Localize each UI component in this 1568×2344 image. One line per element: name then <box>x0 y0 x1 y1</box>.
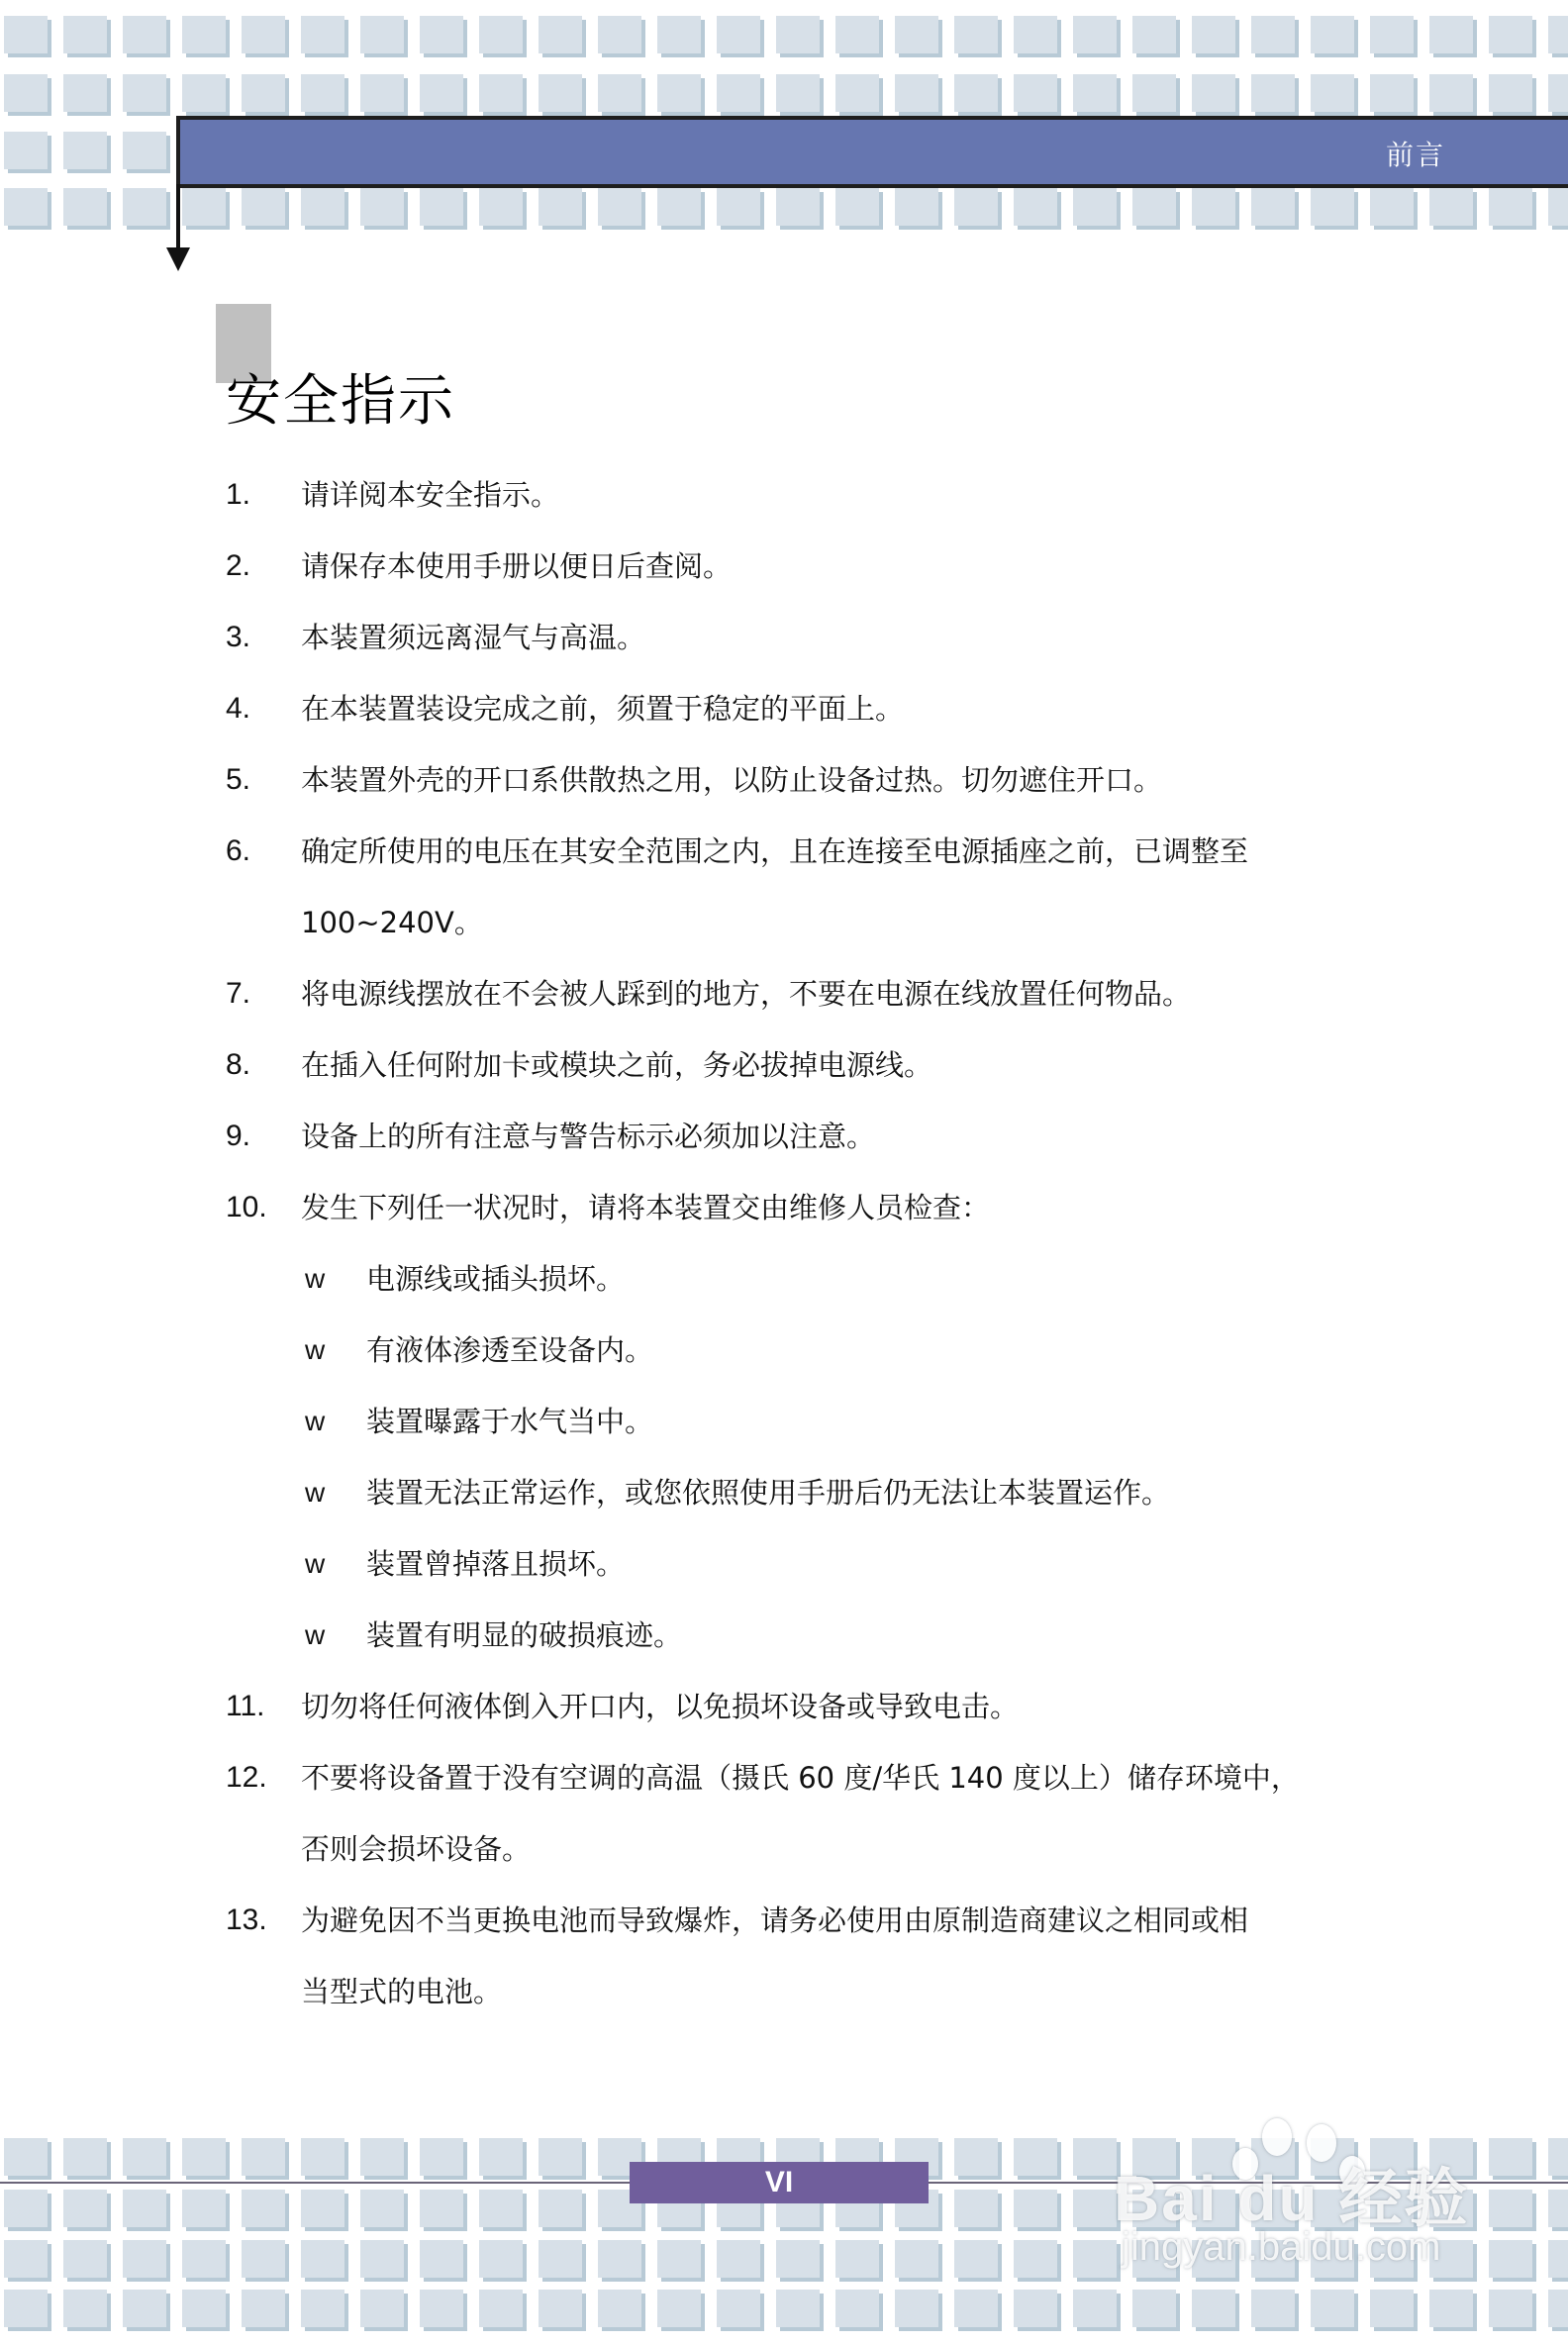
decorative-tile <box>182 74 226 112</box>
page-title: 安全指示 <box>226 368 455 434</box>
decorative-tile <box>539 2290 582 2327</box>
item-number: 10. <box>226 1191 267 1223</box>
decorative-tile <box>4 2240 48 2278</box>
decorative-tile <box>1548 2138 1568 2176</box>
decorative-tile <box>63 2290 107 2327</box>
decorative-tile <box>242 2190 285 2227</box>
bullet-icon: w <box>305 1263 326 1294</box>
decorative-tile <box>1429 188 1473 226</box>
decorative-tile <box>63 188 107 226</box>
decorative-tile <box>479 74 523 112</box>
decorative-tile <box>1489 2240 1532 2278</box>
decorative-tile <box>479 2290 523 2327</box>
sub-item-text: 装置有明显的破损痕迹。 <box>366 1618 683 1652</box>
item-text: 确定所使用的电压在其安全范围之内，且在连接至电源插座之前，已调整至 <box>301 834 1249 868</box>
decorative-tile <box>539 2138 582 2176</box>
decorative-tile <box>63 132 107 169</box>
decorative-tile <box>301 2190 344 2227</box>
decorative-tile <box>539 2240 582 2278</box>
item-text-continued: 100~240V。 <box>301 906 483 939</box>
bullet-icon: w <box>305 1477 326 1508</box>
baidu-watermark <box>1114 2118 1490 2277</box>
item-text: 本装置须远离湿气与高温。 <box>301 621 646 654</box>
item-text: 请保存本使用手册以便日后查阅。 <box>301 549 733 583</box>
decorative-tile <box>360 2190 404 2227</box>
sub-list-item <box>226 1255 1364 1326</box>
item-text: 请详阅本安全指示。 <box>301 478 560 512</box>
decorative-tile <box>1073 2290 1117 2327</box>
item-number: 13. <box>226 1904 267 1936</box>
decorative-tile <box>598 188 641 226</box>
decorative-tile <box>479 2190 523 2227</box>
decorative-tile <box>895 188 938 226</box>
decorative-tile <box>835 16 879 53</box>
decorative-tile <box>1073 16 1117 53</box>
decorative-tile <box>1548 2240 1568 2278</box>
decorative-tile <box>539 16 582 53</box>
decorative-tile <box>598 74 641 112</box>
decorative-tile <box>182 2290 226 2327</box>
list-item-continuation <box>226 1968 1364 2039</box>
list-item <box>226 1683 1364 1754</box>
decorative-tile <box>242 74 285 112</box>
decorative-tile <box>835 188 879 226</box>
decorative-tile <box>301 2290 344 2327</box>
item-number: 6. <box>226 834 251 867</box>
decorative-tile <box>954 74 998 112</box>
decorative-tile <box>598 2290 641 2327</box>
item-text: 将电源线摆放在不会被人踩到的地方，不要在电源在线放置任何物品。 <box>301 977 1192 1011</box>
decorative-tile <box>182 2190 226 2227</box>
sub-list-item <box>226 1469 1364 1540</box>
decorative-tile <box>1014 2240 1057 2278</box>
decorative-tile <box>123 132 166 169</box>
list-item <box>226 1897 1364 1968</box>
decorative-tile <box>1429 74 1473 112</box>
item-number: 3. <box>226 621 251 653</box>
decorative-tile <box>1311 188 1354 226</box>
item-text: 在本装置装设完成之前，须置于稳定的平面上。 <box>301 692 905 726</box>
decorative-tile <box>1251 188 1295 226</box>
decorative-tile <box>1014 74 1057 112</box>
decorative-tile <box>657 74 701 112</box>
list-item-continuation <box>226 899 1364 970</box>
decorative-tile <box>657 188 701 226</box>
item-text-continued: 否则会损坏设备。 <box>301 1832 532 1866</box>
page-number: VI <box>630 2162 929 2203</box>
decorative-tile <box>1311 74 1354 112</box>
decorative-tile <box>835 2240 879 2278</box>
decorative-tile <box>1251 2290 1295 2327</box>
decorative-tile <box>1548 2190 1568 2227</box>
decorative-tile <box>776 16 820 53</box>
bullet-icon: w <box>305 1619 326 1650</box>
list-item <box>226 1113 1364 1184</box>
decorative-tile <box>420 188 463 226</box>
decorative-tile <box>776 2240 820 2278</box>
decorative-tile <box>63 2138 107 2176</box>
decorative-tile <box>63 2240 107 2278</box>
bullet-icon: w <box>305 1406 326 1436</box>
decorative-tile <box>1311 2290 1354 2327</box>
decorative-tile <box>360 16 404 53</box>
decorative-tile <box>479 188 523 226</box>
decorative-tile <box>242 188 285 226</box>
decorative-tile <box>1132 16 1176 53</box>
decorative-tile <box>1489 16 1532 53</box>
item-number: 5. <box>226 763 251 796</box>
decorative-tile <box>123 2240 166 2278</box>
decorative-tile <box>242 2138 285 2176</box>
decorative-tile <box>242 2290 285 2327</box>
decorative-tile <box>895 74 938 112</box>
decorative-tile <box>360 2240 404 2278</box>
decorative-tile <box>182 188 226 226</box>
decorative-tile <box>539 188 582 226</box>
decorative-tile <box>420 16 463 53</box>
watermark-main-text: Bai du 经验 <box>1114 2163 1470 2234</box>
decorative-tile <box>63 16 107 53</box>
decorative-tile <box>479 16 523 53</box>
list-item <box>226 685 1364 756</box>
sub-item-text: 装置曝露于水气当中。 <box>366 1405 654 1438</box>
decorative-tile <box>835 2290 879 2327</box>
header-band <box>176 116 1568 188</box>
decorative-tile <box>301 74 344 112</box>
list-item <box>226 756 1364 828</box>
decorative-tile <box>598 16 641 53</box>
decorative-tile <box>776 74 820 112</box>
decorative-tile <box>717 2290 760 2327</box>
sub-list-item <box>226 1612 1364 1683</box>
item-text: 在插入任何附加卡或模块之前，务必拔掉电源线。 <box>301 1048 933 1082</box>
decorative-tile <box>4 132 48 169</box>
decorative-tile <box>1489 74 1532 112</box>
item-text: 本装置外壳的开口系供散热之用，以防止设备过热。切勿遮住开口。 <box>301 763 1163 797</box>
decorative-tile <box>895 2290 938 2327</box>
decorative-tile <box>123 74 166 112</box>
decorative-tile <box>1548 2290 1568 2327</box>
decorative-tile <box>717 188 760 226</box>
item-text: 为避免因不当更换电池而导致爆炸，请务必使用由原制造商建议之相同或相 <box>301 1904 1249 1937</box>
decorative-tile <box>4 2290 48 2327</box>
decorative-tile <box>776 2290 820 2327</box>
decorative-tile <box>657 16 701 53</box>
decorative-tile <box>539 74 582 112</box>
decorative-tile <box>954 16 998 53</box>
list-item <box>226 1184 1364 1255</box>
decorative-tile <box>1073 2240 1117 2278</box>
decorative-tile <box>1073 188 1117 226</box>
decorative-tile <box>717 16 760 53</box>
bullet-icon: w <box>305 1334 326 1365</box>
list-item <box>226 1754 1364 1825</box>
decorative-tile <box>1370 188 1414 226</box>
decorative-tile <box>657 2240 701 2278</box>
decorative-tile <box>1489 2138 1532 2176</box>
item-text: 不要将设备置于没有空调的高温（摄氏 60 度/华氏 140 度以上）储存环境中， <box>301 1761 1300 1795</box>
decorative-tile <box>1014 16 1057 53</box>
decorative-tile <box>420 2190 463 2227</box>
decorative-tile <box>242 16 285 53</box>
decorative-tile <box>1548 188 1568 226</box>
decorative-tile <box>954 2190 998 2227</box>
sub-list-item <box>226 1326 1364 1398</box>
item-text-continued: 当型式的电池。 <box>301 1975 503 2008</box>
decorative-tile <box>123 2138 166 2176</box>
decorative-tile <box>63 2190 107 2227</box>
sub-item-text: 装置曾掉落且损坏。 <box>366 1547 626 1581</box>
decorative-tile <box>1014 2290 1057 2327</box>
sub-item-text: 装置无法正常运作，或您依照使用手册后仍无法让本装置运作。 <box>366 1476 1171 1510</box>
decorative-tile <box>1073 2190 1117 2227</box>
decorative-tile <box>1429 16 1473 53</box>
sub-list-item <box>226 1398 1364 1469</box>
decorative-tile <box>360 2290 404 2327</box>
decorative-tile <box>1073 74 1117 112</box>
decorative-tile <box>4 2190 48 2227</box>
decorative-tile <box>420 2240 463 2278</box>
decorative-tile <box>182 16 226 53</box>
decorative-tile <box>717 74 760 112</box>
decorative-tile <box>954 2290 998 2327</box>
decorative-tile <box>1251 74 1295 112</box>
decorative-tile <box>717 2240 760 2278</box>
decorative-tile <box>835 74 879 112</box>
decorative-tile <box>1192 16 1235 53</box>
decorative-tile <box>360 74 404 112</box>
item-number: 7. <box>226 977 251 1010</box>
decorative-tile <box>1548 74 1568 112</box>
item-number: 12. <box>226 1761 267 1794</box>
decorative-tile <box>1132 74 1176 112</box>
decorative-tile <box>479 2138 523 2176</box>
section-label: 前言 <box>1385 139 1445 171</box>
decorative-tile <box>895 16 938 53</box>
header-arrow-line <box>176 184 180 253</box>
decorative-tile <box>1370 2290 1414 2327</box>
decorative-tile <box>360 188 404 226</box>
list-item <box>226 1041 1364 1113</box>
decorative-tile <box>182 2240 226 2278</box>
decorative-tile <box>1192 188 1235 226</box>
decorative-tile <box>123 2290 166 2327</box>
decorative-tile <box>1014 2190 1057 2227</box>
decorative-tile <box>1251 16 1295 53</box>
decorative-tile <box>420 2290 463 2327</box>
arrow-down-icon <box>166 247 190 271</box>
list-item <box>226 970 1364 1041</box>
decorative-tile <box>1489 2290 1532 2327</box>
decorative-tile <box>776 188 820 226</box>
decorative-tile <box>123 188 166 226</box>
decorative-tile <box>4 188 48 226</box>
decorative-tile <box>954 2138 998 2176</box>
decorative-tile <box>479 2240 523 2278</box>
decorative-tile <box>1014 2138 1057 2176</box>
decorative-tile <box>123 2190 166 2227</box>
decorative-tile <box>242 2240 285 2278</box>
sub-list-item <box>226 1540 1364 1612</box>
list-item <box>226 614 1364 685</box>
bullet-icon: w <box>305 1548 326 1579</box>
decorative-tile <box>420 74 463 112</box>
item-number: 9. <box>226 1120 251 1152</box>
watermark-url: jingyan.baidu.com <box>1122 2225 1441 2269</box>
decorative-tile <box>1429 2290 1473 2327</box>
item-number: 11. <box>226 1690 265 1722</box>
decorative-tile <box>1014 188 1057 226</box>
list-item-continuation <box>226 1825 1364 1897</box>
decorative-tile <box>657 2290 701 2327</box>
decorative-tile <box>1192 74 1235 112</box>
decorative-tile <box>1311 16 1354 53</box>
decorative-tile <box>301 2138 344 2176</box>
decorative-tile <box>1370 74 1414 112</box>
list-item <box>226 542 1364 614</box>
decorative-tile <box>1132 2290 1176 2327</box>
decorative-tile <box>1489 2190 1532 2227</box>
item-text: 设备上的所有注意与警告标示必须加以注意。 <box>301 1120 876 1153</box>
decorative-tile <box>539 2190 582 2227</box>
decorative-tile <box>1548 16 1568 53</box>
decorative-tile <box>1370 16 1414 53</box>
decorative-tile <box>1489 188 1532 226</box>
item-number: 4. <box>226 692 251 725</box>
item-text: 发生下列任一状况时，请将本装置交由维修人员检查： <box>301 1191 991 1224</box>
sub-item-text: 电源线或插头损坏。 <box>366 1262 626 1296</box>
safety-instructions-list <box>226 471 1364 2039</box>
decorative-tile <box>895 2240 938 2278</box>
item-number: 2. <box>226 549 251 582</box>
decorative-tile <box>123 16 166 53</box>
item-number: 1. <box>226 478 251 511</box>
decorative-tile <box>4 2138 48 2176</box>
decorative-tile <box>4 74 48 112</box>
decorative-tile <box>954 2240 998 2278</box>
item-number: 8. <box>226 1048 251 1081</box>
decorative-tile <box>1132 188 1176 226</box>
list-item <box>226 471 1364 542</box>
decorative-tile <box>598 2240 641 2278</box>
decorative-tile <box>301 16 344 53</box>
sub-item-text: 有液体渗透至设备内。 <box>366 1333 654 1367</box>
decorative-tile <box>4 16 48 53</box>
decorative-tile <box>360 2138 404 2176</box>
decorative-tile <box>954 188 998 226</box>
decorative-tile <box>1192 2290 1235 2327</box>
decorative-tile <box>420 2138 463 2176</box>
decorative-tile <box>182 2138 226 2176</box>
decorative-tile <box>63 74 107 112</box>
item-text: 切勿将任何液体倒入开口内，以免损坏设备或导致电击。 <box>301 1690 1020 1723</box>
decorative-tile <box>301 2240 344 2278</box>
decorative-tile <box>301 188 344 226</box>
list-item <box>226 828 1364 899</box>
decorative-tile <box>1073 2138 1117 2176</box>
